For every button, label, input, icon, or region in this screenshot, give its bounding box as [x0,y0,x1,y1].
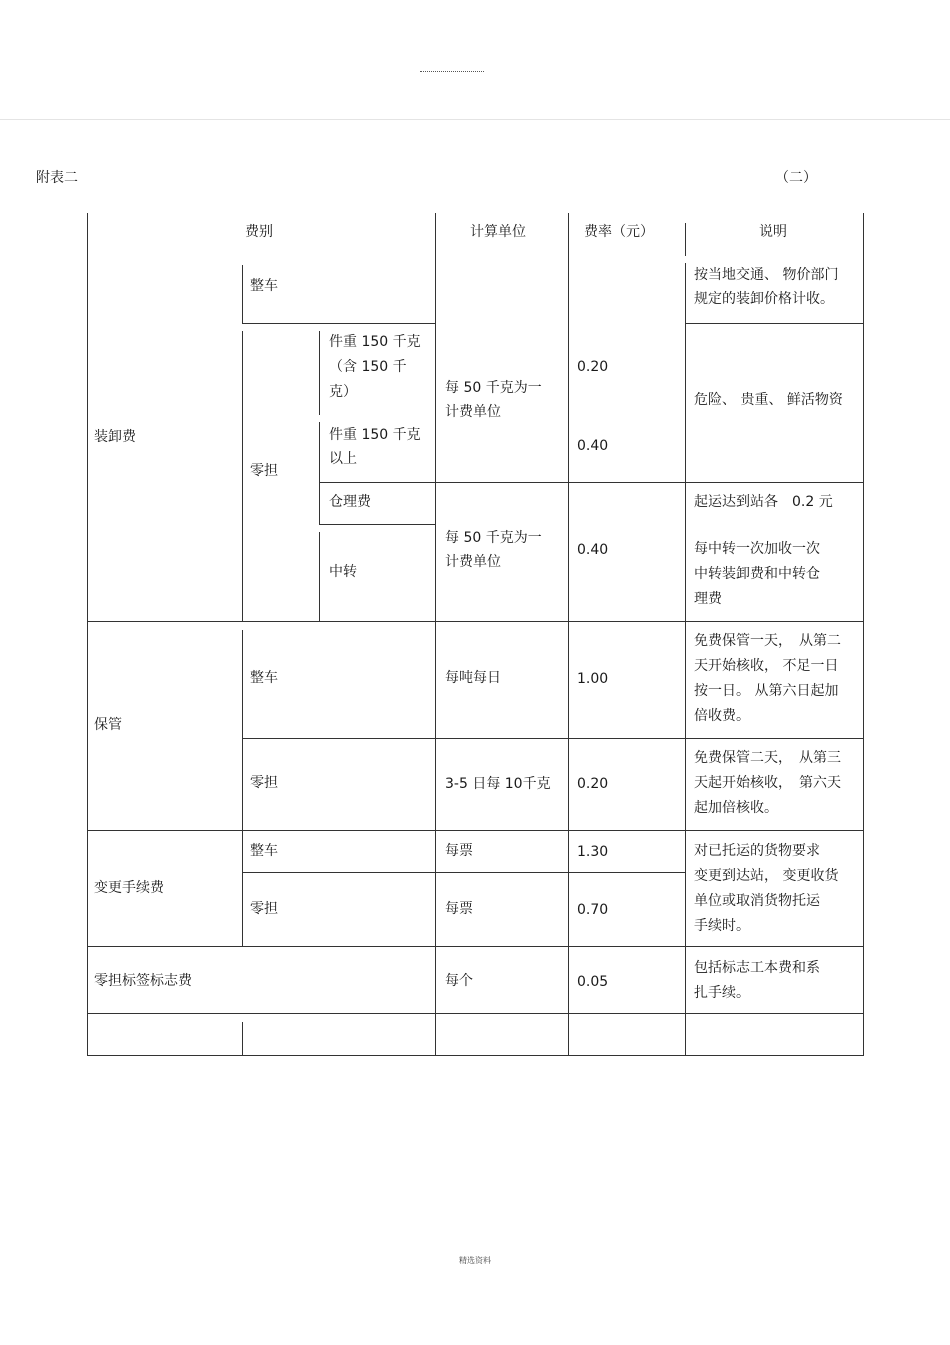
page-number: （二） [775,170,817,186]
table-line [319,532,320,621]
table-line [685,263,686,1056]
table-line [87,946,863,947]
under150-label-1: 件重 150 千克 [329,334,421,350]
storage-ltl-label: 零担 [250,775,278,791]
storage-whole-car-rate: 1.00 [577,671,609,687]
table-line [87,830,863,831]
over150-rate: 0.40 [577,438,609,454]
transfer-note-3: 理费 [694,591,722,607]
storage-whole-car-note-1: 免费保管一天， 从第二 [694,633,841,649]
table-line [435,213,436,1056]
table-line [319,482,320,525]
table-line [242,265,243,324]
storage-whole-car-note-4: 倍收费。 [694,708,750,724]
loading-ltl-unit-2: 计费单位 [445,404,501,420]
table-line [320,524,436,525]
transfer-label: 中转 [329,564,357,580]
tag-fee-unit: 每个 [445,973,473,989]
change-note-1: 对已托运的货物要求 [694,843,820,859]
table-line [863,213,864,1056]
table-line [243,738,863,739]
table-line [319,331,320,415]
loading-ltl-unit-1: 每 50 千克为一 [445,380,542,396]
storage-whole-car-note-3: 按一日。 从第六日起加 [694,683,839,699]
change-ltl-label: 零担 [250,901,278,917]
loading-ltl-note: 危险、 贵重、 鲜活物资 [694,392,843,408]
change-note-4: 手续时。 [694,918,750,934]
storage-whole-car-unit: 每吨每日 [445,670,501,686]
tag-fee-label: 零担标签标志费 [94,973,192,989]
transfer-note-2: 中转装卸费和中转仓 [694,566,820,582]
over150-label-1: 件重 150 千克 [329,427,421,443]
storage-ltl-note-1: 免费保管二天， 从第三 [694,750,841,766]
tag-fee-rate: 0.05 [577,974,609,990]
transfer-unit-1: 每 50 千克为一 [445,530,542,546]
table-line [242,630,243,946]
header-category: 费别 [245,224,273,240]
table-line [320,482,863,483]
change-whole-car-label: 整车 [250,843,278,859]
header-note: 说明 [759,224,787,240]
over150-label-2: 以上 [329,451,357,467]
table-line [87,621,863,622]
table-line [242,1022,243,1056]
loading-whole-car-note-2: 规定的装卸价格计收。 [694,291,834,307]
warehouse-note: 起运达到站各 0.2 元 [694,494,833,510]
table-line [685,323,863,324]
loading-whole-car-note-1: 按当地交通、 物价部门 [694,267,839,283]
page-footer: 精选资料 [459,1256,491,1265]
change-whole-car-unit: 每票 [445,843,473,859]
transfer-rate: 0.40 [577,542,609,558]
storage-ltl-note-3: 起加倍核收。 [694,800,778,816]
table-line [243,323,436,324]
table-line [243,872,685,873]
table-line [87,213,88,1056]
table-line [319,422,320,482]
header-rule [0,119,950,120]
change-fee-label: 变更手续费 [94,880,164,896]
storage-whole-car-note-2: 天开始核收， 不足一日 [694,658,839,674]
loading-ltl-label: 零担 [250,463,278,479]
table-line [87,1055,863,1056]
header-dotted-line [420,71,484,72]
change-ltl-unit: 每票 [445,901,473,917]
transfer-note-1: 每中转一次加收一次 [694,541,820,557]
header-unit: 计算单位 [470,224,526,240]
page-title: 附表二 [36,170,78,186]
under150-rate: 0.20 [577,359,609,375]
table-line [685,223,686,256]
transfer-unit-2: 计费单位 [445,554,501,570]
change-whole-car-rate: 1.30 [577,844,609,860]
table-line [242,331,243,621]
tag-fee-note-1: 包括标志工本费和系 [694,960,820,976]
storage-whole-car-label: 整车 [250,670,278,686]
table-line [568,213,569,1056]
loading-fee-label: 装卸费 [94,429,136,445]
storage-ltl-rate: 0.20 [577,776,609,792]
header-rate: 费率（元） [584,224,654,240]
change-ltl-rate: 0.70 [577,902,609,918]
table-line [87,1013,863,1014]
change-note-3: 单位或取消货物托运 [694,893,820,909]
change-note-2: 变更到达站， 变更收货 [694,868,839,884]
storage-ltl-note-2: 天起开始核收， 第六天 [694,775,841,791]
under150-label-2: （含 150 千 [329,359,407,375]
loading-whole-car-label: 整车 [250,278,278,294]
storage-ltl-unit: 3-5 日每 10千克 [445,776,551,792]
warehouse-label: 仓理费 [329,494,371,510]
under150-label-3: 克） [329,384,357,400]
tag-fee-note-2: 扎手续。 [694,985,750,1001]
storage-label: 保管 [94,717,122,733]
